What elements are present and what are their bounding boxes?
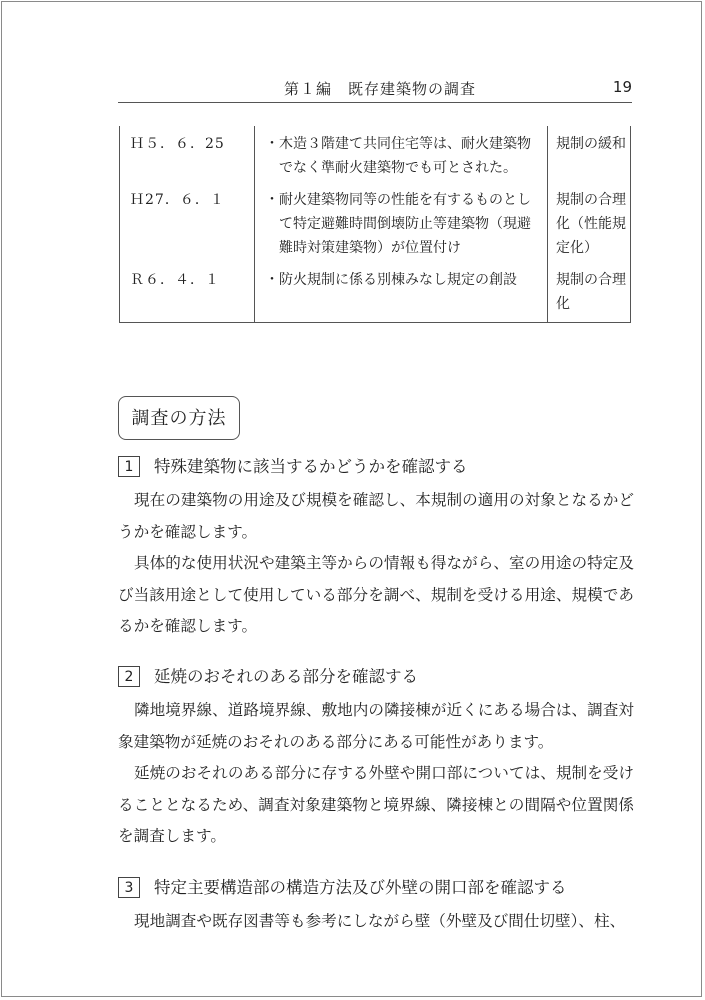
subsection-number: 3: [118, 877, 140, 898]
type-cell: 規制の合理化（性能規定化）: [556, 192, 626, 256]
content-text: ・木造３階建て共同住宅等は、耐火建築物でなく準耐火建築物でも可とされた。: [265, 136, 531, 176]
subsection-heading: [118, 455, 634, 479]
content-text: ・防火規制に係る別棟みなし規定の創設: [265, 272, 517, 288]
page-number: 19: [612, 78, 632, 96]
history-table: [119, 126, 631, 323]
subsection-number: 2: [118, 666, 140, 687]
date-cell: Ｈ27．６．１: [120, 182, 255, 262]
subsection-number: 1: [118, 456, 140, 477]
paragraph: 現地調査や既存図書等も参考にしながら壁（外壁及び間仕切壁）、柱、: [134, 912, 626, 930]
paragraph: 隣地境界線、道路境界線、敷地内の隣接棟が近くにある場合は、調査対象建築物が延焼のおそれのある部分にある可能性があります。: [118, 701, 634, 751]
header-title: 第１編 既存建築物の調査: [284, 80, 477, 98]
table-row: [120, 262, 631, 323]
subsection-3: [118, 876, 634, 938]
content-cell: [255, 126, 548, 182]
subsection-1: [118, 455, 634, 643]
type-cell: 規制の合理化: [556, 272, 626, 312]
content-cell: [255, 182, 548, 262]
table-row: [120, 182, 631, 262]
content-cell: [255, 262, 548, 323]
subsection-heading-text: 延焼のおそれのある部分を確認する: [154, 667, 418, 686]
running-header: [118, 76, 632, 103]
subsection-heading-text: 特定主要構造部の構造方法及び外壁の開口部を確認する: [154, 878, 567, 897]
paragraph: 具体的な使用状況や建築主等からの情報も得ながら、室の用途の特定及び当該用途として使用している部分を調べ、規制を受ける用途、規模であるかを確認します。: [118, 554, 634, 635]
type-cell: 規制の緩和: [556, 136, 626, 152]
paragraph: 延焼のおそれのある部分に存する外壁や開口部については、規制を受けることとなるため、調査対象建築物と境界線、隣接棟との間隔や位置関係を調査します。: [118, 764, 634, 845]
subsection-heading: [118, 665, 634, 689]
table-row: [120, 126, 631, 182]
section-title: 調査の方法: [118, 396, 240, 440]
content-text: ・耐火建築物同等の性能を有するものとして特定避難時間倒壊防止等建築物（現避難時対策建築物）が位置付け: [265, 192, 531, 256]
subsection-2: [118, 665, 634, 853]
subsection-heading: [118, 876, 634, 900]
paragraph: 現在の建築物の用途及び規模を確認し、本規制の適用の対象となるかどうかを確認します。: [118, 491, 634, 541]
date-cell: Ｒ６．４．１: [120, 262, 255, 323]
date-cell: Ｈ５．６．25: [120, 126, 255, 182]
subsection-heading-text: 特殊建築物に該当するかどうかを確認する: [154, 457, 468, 476]
